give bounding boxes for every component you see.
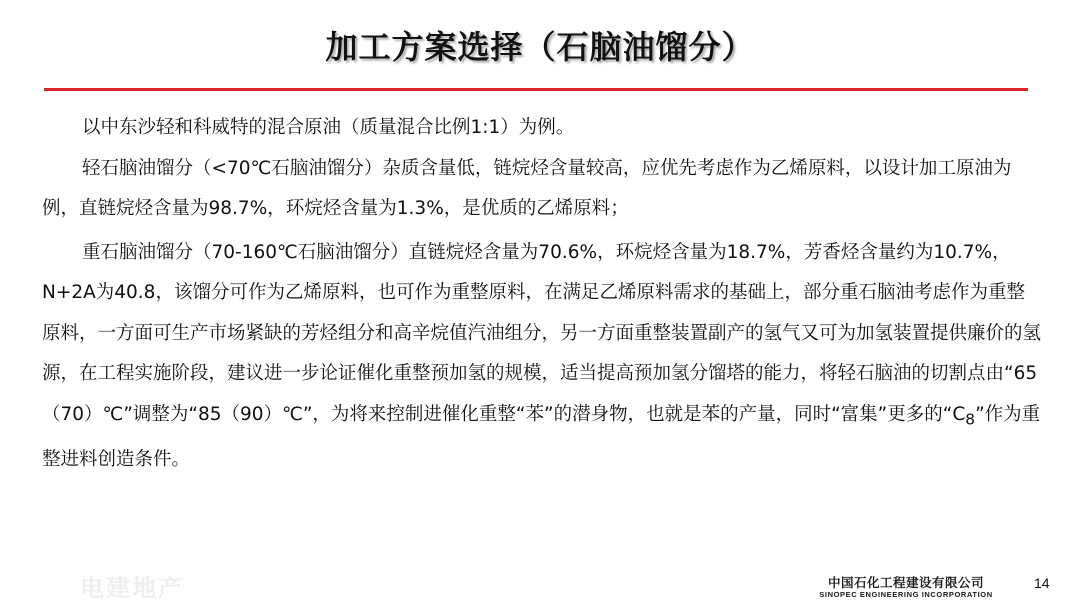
paragraph-light-naphtha: 轻石脑油馏分（<70℃石脑油馏分）杂质含量低，链烷烃含量较高，应优先考虑作为乙烯原料，以设计加工原油为例，直链烷烃含量为98.7%，环烷烃含量为1.3%，是优质的乙烯原料； [42, 157, 1012, 219]
page-number: 14 [1034, 575, 1050, 591]
watermark: 电建地产 [80, 574, 184, 602]
heavy-naphtha-tail: ”作为重整进料创造条件。 [42, 403, 1041, 470]
company-logo [786, 575, 1026, 599]
slide-title: 加工方案选择（石脑油馏分） [325, 28, 755, 66]
paragraph-heavy-naphtha [42, 233, 1042, 481]
paragraph-intro: 以中东沙轻和科威特的混合原油（质量混合比例1:1）为例。 [82, 117, 575, 138]
heavy-naphtha-text: 重石脑油馏分（70-160℃石脑油馏分）直链烷烃含量为70.6%，环烷烃含量为18.7%，芳香烃含量约为10.7%，N+2A为40.8，该馏分可作为乙烯原料，也可作为重整原料，在满足乙烯原料需求的基础上，部分重石脑油考虑作为重整原料，一方面可生产市场紧缺的芳烃组分和高辛烷值汽油组分，另一方面重整装置副产的氢气又可为加氢装置提供廉价的氢源，在工程实施阶段，建议进一步论证催化重整预加氢的规模，适当提高预加氢分馏塔的能力，将轻石脑油的切割点由“65（70）℃”调整为“85（90）℃”，为将来控制进催化重整“苯”的潜身物，也就是苯的产量，同时“富集”更多的“C [42, 241, 1042, 425]
slide-body [42, 108, 1042, 483]
title-divider [44, 88, 1028, 91]
company-name-en: SINOPEC ENGINEERING INCORPORATION [819, 590, 993, 599]
company-name-cn: 中国石化工程建设有限公司 [827, 575, 984, 590]
c8-subscript: 8 [965, 410, 976, 429]
